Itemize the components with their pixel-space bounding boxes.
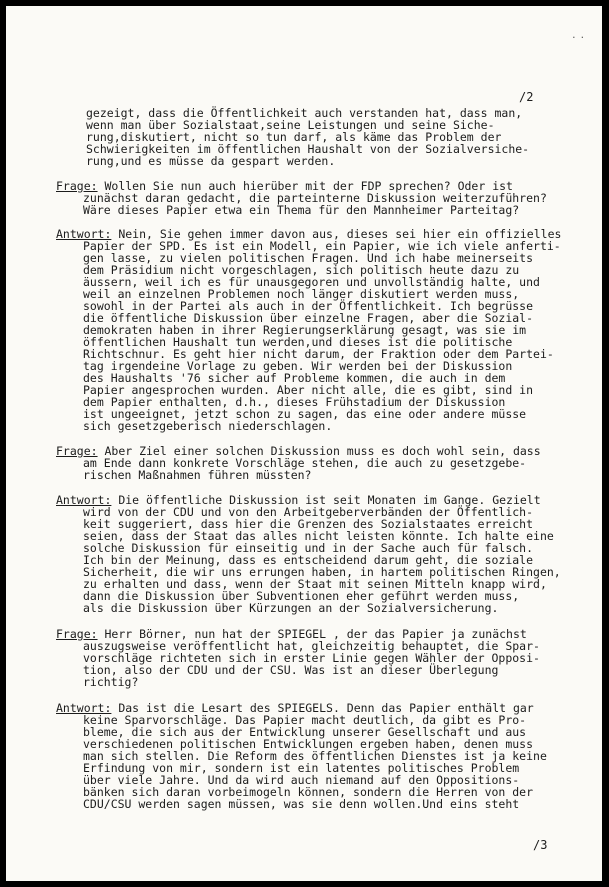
line-text: am Ende dann konkrete Vorschläge stehen, die auch zu gesetzgebe- [83, 456, 527, 470]
line-text: als die Diskussion über Kürzungen an der Sozialversicherung. [83, 601, 499, 615]
text-line [83, 420, 332, 432]
text-line [83, 602, 498, 614]
line-text: bleme, die sich aus der Entwicklung unserer Gesellschaft und aus [83, 725, 527, 739]
line-text: dem Präsidium nicht vorgeschlagen, sich politisch heute dazu zu [83, 263, 520, 277]
line-text: demokraten haben in ihrer Regierungserklärung gesagt, was sie im [83, 323, 527, 337]
line-text: Ich bin der Meinung, dass es entscheidend darum geht, die soziale [83, 553, 534, 567]
line-text: auszugsweise veröffentlicht hat, gleichzeitig behauptet, die Spar- [83, 639, 540, 653]
line-text: solche Diskussion für einseitig und in der Sache auch für falsch. [83, 541, 534, 555]
line-text: vorschläge richteten sich in erster Linie gegen Wähler der Opposi- [83, 651, 540, 665]
line-text: tag irgendeine Vorlage zu geben. Wir werden bei der Diskussion [83, 359, 513, 373]
line-text: zu erhalten und dass, wenn der Staat mit seinen Mitteln knapp wird, [83, 577, 547, 591]
line-text: Herr Börner, nun hat der SPIEGEL , der das Papier ja zunächst [97, 627, 527, 641]
line-text: Richtschnur. Es geht hier nicht darum, der Fraktion oder dem Partei- [83, 347, 554, 361]
line-text: Wäre dieses Papier etwa ein Thema für den Mannheimer Parteitag? [83, 203, 520, 217]
text-line [83, 664, 498, 676]
document-page [6, 6, 602, 881]
line-text: zunächst daran gedacht, die parteinterne Diskussion weiterzuführen? [83, 191, 547, 205]
text-line [83, 469, 311, 481]
speaker-label: Frage: [56, 179, 98, 193]
line-text: sowohl in der Partei als auch in der Öffentlichkeit. Ich begrüsse [83, 299, 534, 313]
line-text: sich gesetzgeberisch niederschlagen. [83, 419, 333, 433]
speaker-label: Frage: [56, 627, 98, 641]
page-number: /2 [519, 90, 534, 104]
text-line [83, 676, 138, 688]
line-text: Papier der SPD. Es ist ein Modell, ein Papier, wie ich viele anferti- [83, 239, 561, 253]
line-text: Sicherheit, die wir uns errungen haben, in hartem politischen Ringen, [83, 565, 561, 579]
line-text: richtig? [83, 675, 139, 689]
line-text: dem Papier enthalten, d.h., dieses Frühstadium der Diskussion [83, 395, 506, 409]
line-text: seien, dass der Staat das alles nicht leisten könnte. Ich halte eine [83, 529, 554, 543]
speaker-label: Antwort: [56, 227, 112, 241]
continuation-marker: /3 [533, 838, 548, 852]
corner-mark: .. [571, 31, 588, 41]
text-line [86, 155, 335, 167]
text-line [83, 798, 519, 810]
line-text: wenn man über Sozialstaat,seine Leistungen und seine Siche- [86, 118, 495, 132]
line-text: CDU/CSU werden sagen müssen, was sie denn wollen.Und eins steht [83, 797, 520, 811]
line-text: ist ungeeignet, jetzt schon zu sagen, das eine oder andere müsse [83, 407, 527, 421]
line-text: öffentlichen Haushalt tun werden,und dieses ist die politische [83, 335, 513, 349]
line-text: verschiedenen politischen Entwicklungen ergeben haben, denen muss [83, 737, 534, 751]
line-text: äussern, weil ich es für unausgegoren und unvollständig halte, und [83, 275, 540, 289]
line-text: Nein, Sie gehen immer davon aus, dieses sei hier ein offizielles [111, 227, 562, 241]
line-text: Das ist die Lesart des SPIEGELS. Denn das Papier enthält gar [111, 701, 534, 715]
line-text: tion, also der CDU und der CSU. Was ist an dieser Überlegung [83, 663, 499, 677]
line-text: Wollen Sie nun auch hierüber mit der FDP sprechen? Oder ist [97, 179, 513, 193]
line-text: rischen Maßnahmen führen müssten? [83, 468, 312, 482]
line-text: Papier angesprochen wurden. Aber nicht alle, die es gibt, sind in [83, 383, 534, 397]
line-text: die öffentliche Diskussion über einzelne Fragen, aber die Sozial- [83, 311, 534, 325]
line-text: Erfindung von mir, sondern ist ein latentes politisches Problem [83, 761, 520, 775]
text-line [83, 204, 519, 216]
speaker-label: Antwort: [56, 493, 112, 507]
line-text: über viele Jahre. Und da wird auch niemand auf den Oppositions- [83, 773, 520, 787]
line-text: gezeigt, dass die Öffentlichkeit auch verstanden hat, dass man, [86, 106, 523, 120]
line-text: bänken sich daran vorbeimogeln können, sondern die Herren von der [83, 785, 534, 799]
line-text: Die öffentliche Diskussion ist seit Monaten im Gange. Gezielt [111, 493, 541, 507]
line-text: Aber Ziel einer solchen Diskussion muss es doch wohl sein, dass [97, 444, 541, 458]
line-text: des Haushalts '76 sicher auf Probleme kommen, die auch in dem [83, 371, 506, 385]
line-text: Schwierigkeiten im öffentlichen Haushalt von der Sozialversiche- [86, 142, 530, 156]
line-text: rung,und es müsse da gespart werden. [86, 154, 336, 168]
line-text: wird von der CDU und von den Arbeitgeberverbänden der Öffentlich- [83, 505, 534, 519]
line-text: dann die Diskussion über Subventionen eher geführt werden muss, [83, 589, 520, 603]
line-text: keit suggeriert, dass hier die Grenzen des Sozialstaates erreicht [83, 517, 534, 531]
speaker-label: Frage: [56, 444, 98, 458]
line-text: rung,diskutiert, nicht so tun darf, als käme das Problem der [86, 130, 502, 144]
line-text: gen lasse, zu vielen politischen Fragen. Und ich habe meinerseits [83, 251, 534, 265]
speaker-label: Antwort: [56, 701, 112, 715]
line-text: keine Sparvorschläge. Das Papier macht deutlich, da gibt es Pro- [83, 713, 527, 727]
line-text: weil an einzelnen Problemen noch länger diskutiert werden muss, [83, 287, 520, 301]
line-text: man sich stellen. Die Reform des öffentlichen Dienstes ist ja keine [83, 749, 547, 763]
